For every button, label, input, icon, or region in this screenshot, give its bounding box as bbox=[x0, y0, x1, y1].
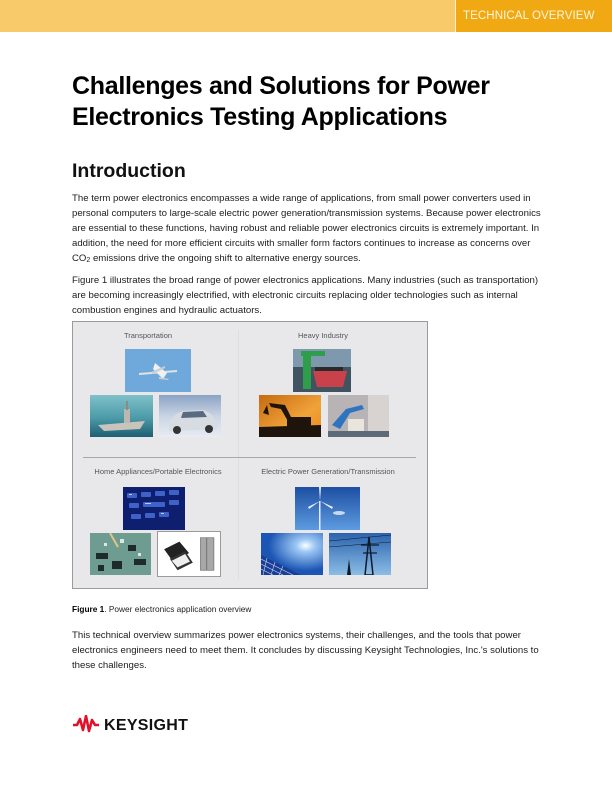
quadrant-label-power-generation: Electric Power Generation/Transmission bbox=[261, 467, 395, 476]
figure-caption bbox=[72, 604, 251, 614]
figure-1 bbox=[72, 321, 428, 589]
document-title: Challenges and Solutions for Power Electronics Testing Applications bbox=[72, 72, 490, 131]
figure-divider-horizontal bbox=[83, 457, 416, 458]
intro-paragraph-1-text-a: The term power electronics encompasses a wide range of applications, from small power converters used in personal computers to large-scale electric power generation/transmission systems. Because power electronics are essential to these functions, having robust and reliable power electronics circuits is extremely important. In addition, the need for more efficient circuits with smaller form factors continues to increase as concerns over CO bbox=[72, 193, 541, 265]
intro-paragraph-1-text-b: emissions drive the ongoing shift to alternative energy sources. bbox=[90, 253, 361, 265]
phones-and-refrigerator-image bbox=[157, 531, 221, 577]
closing-paragraph: This technical overview summarizes power electronics systems, their challenges, and the tools that power electronics engineers need to meet them. It concludes by discussing Keysight Technologies, Inc.'s solutions to these challenges. bbox=[72, 630, 539, 672]
transmission-towers-image bbox=[329, 533, 391, 575]
excavator-image bbox=[259, 395, 321, 437]
intro-paragraph-1 bbox=[72, 191, 550, 268]
figure-caption-text: . Power electronics application overview bbox=[104, 604, 252, 614]
doc-type-tab bbox=[455, 0, 612, 32]
quadrant-label-transportation: Transportation bbox=[123, 331, 173, 340]
co2-subscript: 2 bbox=[86, 257, 91, 265]
keysight-logo bbox=[72, 715, 188, 737]
airplane-image bbox=[125, 349, 191, 392]
quadrant-label-heavy-industry: Heavy Industry bbox=[297, 331, 349, 340]
shipyard-crane-image bbox=[293, 349, 351, 392]
figure-caption-label: Figure 1 bbox=[72, 604, 105, 614]
intro-paragraph-2: Figure 1 illustrates the broad range of power electronics applications. Many industries (such as transportation) are becoming increasingly electrified, with electronic circuits replacing older technologies such as internal combustion engines and hydraulic actuators. bbox=[72, 275, 539, 317]
keyboard-image bbox=[123, 487, 185, 530]
wind-turbine-image bbox=[295, 487, 360, 530]
keysight-logo-text: KEYSIGHT bbox=[104, 717, 189, 734]
keysight-wave-icon bbox=[72, 715, 100, 738]
doc-type-label: TECHNICAL OVERVIEW bbox=[463, 10, 595, 22]
car-image bbox=[159, 395, 221, 437]
quadrant-label-home-appliances: Home Appliances/Portable Electronics bbox=[94, 467, 222, 476]
industrial-robot-image bbox=[328, 395, 389, 437]
solar-panels-image bbox=[261, 533, 323, 575]
figure-divider-vertical bbox=[238, 330, 239, 580]
section-heading-introduction: Introduction bbox=[72, 160, 186, 182]
circuit-board-image bbox=[90, 533, 151, 575]
naval-ship-image bbox=[90, 395, 153, 437]
